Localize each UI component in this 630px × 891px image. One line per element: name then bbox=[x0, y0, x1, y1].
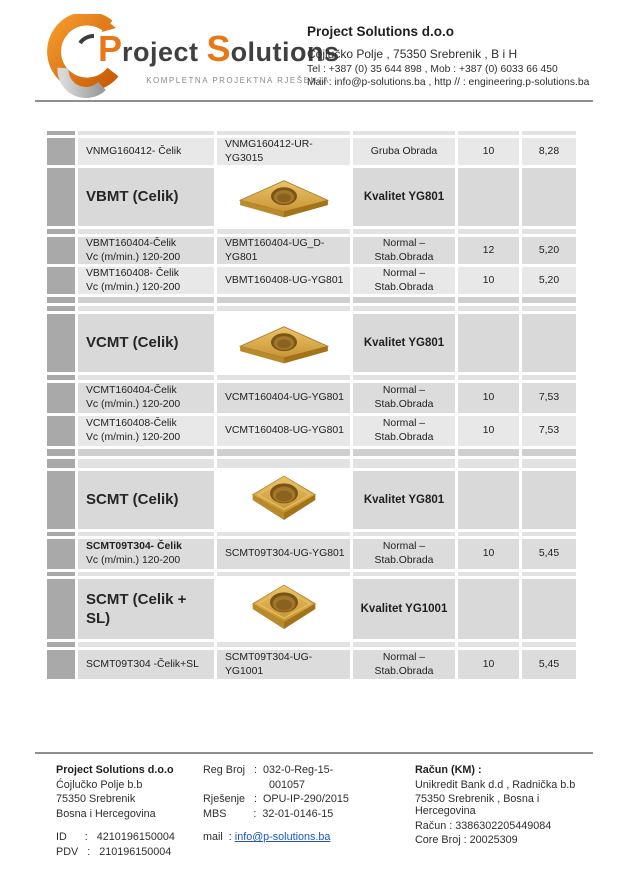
spacer-cell bbox=[47, 459, 75, 468]
section-header-row bbox=[47, 168, 576, 226]
machining-type-cell: Normal – Stab.Obrada bbox=[353, 650, 455, 679]
row-left-strip bbox=[47, 650, 75, 679]
section-title: SCMT (Celik) bbox=[78, 471, 214, 529]
price-cell: 5,20 bbox=[522, 237, 576, 264]
spacer-cell bbox=[217, 306, 350, 311]
spacer-cell bbox=[78, 297, 214, 303]
section-title: VCMT (Celik) bbox=[78, 314, 214, 372]
product-name-cell: VBMT160404-Čelik Vc (m/min.) 120-200 bbox=[78, 237, 214, 264]
spacer-cell bbox=[522, 642, 576, 647]
spacer-cell bbox=[458, 532, 519, 536]
spacer-cell bbox=[522, 375, 576, 380]
quantity-cell: 10 bbox=[458, 138, 519, 165]
spacer-cell bbox=[522, 532, 576, 536]
company-info-block bbox=[307, 24, 607, 90]
machining-type-cell: Normal – Stab.Obrada bbox=[353, 416, 455, 446]
product-name-cell: SCMT09T304- Čelik Vc (m/min.) 120-200 bbox=[78, 539, 214, 569]
spacer-cell bbox=[353, 449, 455, 456]
spacer-cell bbox=[522, 229, 576, 234]
footer bbox=[56, 764, 601, 860]
spacer-cell bbox=[78, 229, 214, 234]
footer-pdv-number: PDV : 210196150004 bbox=[56, 845, 172, 858]
spacer-cell bbox=[217, 532, 350, 536]
machining-type-cell: Normal – Stab.Obrada bbox=[353, 539, 455, 569]
table-spacer-row bbox=[47, 297, 576, 303]
spacer-cell bbox=[353, 459, 455, 468]
empty-cell bbox=[458, 471, 519, 529]
quantity-cell: 10 bbox=[458, 539, 519, 569]
quality-grade: Kvalitet YG801 bbox=[353, 471, 455, 529]
table-spacer-row bbox=[47, 459, 576, 468]
empty-cell bbox=[522, 314, 576, 372]
quality-grade: Kvalitet YG801 bbox=[353, 314, 455, 372]
price-cell: 7,53 bbox=[522, 416, 576, 446]
quantity-cell: 10 bbox=[458, 267, 519, 294]
spacer-cell bbox=[217, 131, 350, 135]
price-cell: 5,20 bbox=[522, 267, 576, 294]
spacer-cell bbox=[47, 375, 75, 380]
machining-type-cell: Gruba Obrada bbox=[353, 138, 455, 165]
table-spacer-row bbox=[47, 572, 576, 576]
section-title: VBMT (Celik) bbox=[78, 168, 214, 226]
product-code-cell: SCMT09T304-UG-YG1001 bbox=[217, 650, 350, 679]
empty-cell bbox=[458, 314, 519, 372]
spacer-cell bbox=[78, 375, 214, 380]
table-row bbox=[47, 138, 576, 165]
square-insert-icon bbox=[240, 472, 328, 528]
empty-cell bbox=[522, 471, 576, 529]
row-left-strip bbox=[47, 237, 75, 264]
quality-grade: Kvalitet YG1001 bbox=[353, 579, 455, 639]
diamond-insert-icon bbox=[230, 317, 338, 369]
insert-image-cell bbox=[217, 168, 350, 226]
table-spacer-row bbox=[47, 375, 576, 380]
machining-type-cell: Normal – Stab.Obrada bbox=[353, 267, 455, 294]
diamond-insert-icon bbox=[230, 171, 338, 223]
empty-cell bbox=[522, 168, 576, 226]
row-left-strip bbox=[47, 168, 75, 226]
spacer-cell bbox=[353, 642, 455, 647]
square-insert-icon bbox=[240, 581, 328, 637]
table-spacer-row bbox=[47, 449, 576, 456]
spacer-cell bbox=[353, 572, 455, 576]
spacer-cell bbox=[217, 297, 350, 303]
product-code-cell: VBMT160408-UG-YG801 bbox=[217, 267, 350, 294]
row-left-strip bbox=[47, 383, 75, 413]
row-left-strip bbox=[47, 471, 75, 529]
empty-cell bbox=[522, 579, 576, 639]
logo-tagline: KOMPLETNA PROJEKTNA RJEŠENJA bbox=[146, 76, 330, 85]
insert-image-cell bbox=[217, 579, 350, 639]
section-title: SCMT (Celik + SL) bbox=[78, 579, 214, 639]
footer-divider bbox=[35, 752, 593, 754]
spacer-cell bbox=[522, 306, 576, 311]
spacer-cell bbox=[353, 532, 455, 536]
machining-type-cell: Normal – Stab.Obrada bbox=[353, 237, 455, 264]
spacer-cell bbox=[353, 375, 455, 380]
table-row bbox=[47, 383, 576, 413]
product-name-cell: VBMT160408- Čelik Vc (m/min.) 120-200 bbox=[78, 267, 214, 294]
spacer-cell bbox=[47, 642, 75, 647]
spacer-cell bbox=[522, 297, 576, 303]
spacer-cell bbox=[47, 532, 75, 536]
spacer-cell bbox=[217, 375, 350, 380]
quantity-cell: 10 bbox=[458, 650, 519, 679]
spacer-cell bbox=[78, 642, 214, 647]
row-left-strip bbox=[47, 416, 75, 446]
spacer-cell bbox=[458, 449, 519, 456]
table-row bbox=[47, 650, 576, 679]
company-address: Ćojlučko Polje , 75350 Srebrenik , B i H bbox=[307, 47, 518, 61]
logo-letter-p: P bbox=[98, 28, 123, 69]
footer-account-title: Račun (KM) : bbox=[415, 764, 482, 776]
spacer-cell bbox=[353, 306, 455, 311]
section-header-row bbox=[47, 471, 576, 529]
machining-type-cell: Normal – Stab.Obrada bbox=[353, 383, 455, 413]
table-spacer-row bbox=[47, 229, 576, 234]
company-mail-line: Mail : info@p-solutions.ba , http // : engineering.p-solutions.ba bbox=[307, 77, 590, 88]
product-code-cell: VCMT160408-UG-YG801 bbox=[217, 416, 350, 446]
footer-registration-column: Reg Broj : 032-0-Reg-15- 001057 Rješenje : OPU-IP-290/2015 MBS : 32-01-0146-15 mail : info@p-solutions.ba bbox=[203, 764, 415, 860]
footer-mail-line: mail : info@p-solutions.ba bbox=[203, 831, 331, 843]
mail-link[interactable]: info@p-solutions.ba bbox=[234, 831, 331, 843]
row-left-strip bbox=[47, 579, 75, 639]
product-name-cell: VCMT160404-Čelik Vc (m/min.) 120-200 bbox=[78, 383, 214, 413]
row-left-strip bbox=[47, 539, 75, 569]
spacer-cell bbox=[217, 449, 350, 456]
product-name-cell: SCMT09T304 -Čelik+SL bbox=[78, 650, 214, 679]
quantity-cell: 12 bbox=[458, 237, 519, 264]
section-header-row bbox=[47, 579, 576, 639]
footer-reg-broj: Reg Broj : 032-0-Reg-15- bbox=[203, 764, 334, 776]
quantity-cell: 10 bbox=[458, 416, 519, 446]
table-row bbox=[47, 539, 576, 569]
footer-id-number: ID : 4210196150004 bbox=[56, 831, 175, 843]
product-code-cell: SCMT09T304-UG-YG801 bbox=[217, 539, 350, 569]
table-row bbox=[47, 237, 576, 264]
spacer-cell bbox=[522, 449, 576, 456]
spacer-cell bbox=[217, 572, 350, 576]
product-code-cell: VCMT160404-UG-YG801 bbox=[217, 383, 350, 413]
table-spacer-row bbox=[47, 306, 576, 311]
spacer-cell bbox=[217, 459, 350, 468]
price-cell: 5,45 bbox=[522, 650, 576, 679]
footer-core-broj: Core Broj : 20025309 bbox=[415, 834, 518, 846]
section-header-row bbox=[47, 314, 576, 372]
spacer-cell bbox=[458, 306, 519, 311]
spacer-cell bbox=[78, 131, 214, 135]
spacer-cell bbox=[47, 572, 75, 576]
spacer-cell bbox=[47, 131, 75, 135]
spacer-cell bbox=[217, 642, 350, 647]
footer-mbs: MBS : 32-01-0146-15 bbox=[203, 807, 334, 820]
company-name: Project Solutions d.o.o bbox=[307, 24, 455, 39]
product-name-cell: VNMG160412- Čelik bbox=[78, 138, 214, 165]
spacer-cell bbox=[458, 459, 519, 468]
spacer-cell bbox=[353, 131, 455, 135]
row-left-strip bbox=[47, 314, 75, 372]
spacer-cell bbox=[458, 642, 519, 647]
spacer-cell bbox=[217, 229, 350, 234]
spacer-cell bbox=[353, 297, 455, 303]
spacer-cell bbox=[522, 131, 576, 135]
product-table bbox=[47, 131, 576, 682]
table-spacer-row bbox=[47, 642, 576, 647]
spacer-cell bbox=[47, 297, 75, 303]
product-code-cell: VNMG160412-UR-YG3015 bbox=[217, 138, 350, 165]
spacer-cell bbox=[353, 229, 455, 234]
logo-letter-s: S bbox=[206, 28, 231, 69]
footer-account-number: Račun : 3386302205449084 bbox=[415, 819, 552, 832]
price-cell: 7,53 bbox=[522, 383, 576, 413]
quality-grade: Kvalitet YG801 bbox=[353, 168, 455, 226]
spacer-cell bbox=[47, 306, 75, 311]
header-divider bbox=[35, 100, 593, 102]
spacer-cell bbox=[458, 131, 519, 135]
spacer-cell bbox=[78, 532, 214, 536]
insert-image-cell bbox=[217, 471, 350, 529]
table-spacer-row bbox=[47, 532, 576, 536]
product-code-cell: VBMT160404-UG_D-YG801 bbox=[217, 237, 350, 264]
spacer-cell bbox=[458, 229, 519, 234]
spacer-cell bbox=[47, 449, 75, 456]
footer-rjesenje: Rješenje : OPU-IP-290/2015 bbox=[203, 793, 349, 805]
company-phones: Tel : +387 (0) 35 644 898 , Mob : +387 (0) 6033 66 450 bbox=[307, 64, 558, 75]
price-cell: 5,45 bbox=[522, 539, 576, 569]
row-left-strip bbox=[47, 138, 75, 165]
footer-bank-column: Račun (KM) : Unikredit Bank d.d , Radnička b.b 75350 Srebrenik , Bosna i Hercegovina Račun : 3386302205449084 Core Broj : 20025309 bbox=[415, 764, 601, 860]
spacer-cell bbox=[522, 459, 576, 468]
company-logo bbox=[40, 12, 340, 102]
empty-cell bbox=[458, 168, 519, 226]
product-name-cell: VCMT160408-Čelik Vc (m/min.) 120-200 bbox=[78, 416, 214, 446]
table-spacer-row bbox=[47, 131, 576, 135]
price-cell: 8,28 bbox=[522, 138, 576, 165]
table-row bbox=[47, 416, 576, 446]
quantity-cell: 10 bbox=[458, 383, 519, 413]
footer-company-column: Project Solutions d.o.o Ćojlučko Polje b.b 75350 Srebrenik Bosna i Hercegovina ID : 4210196150004 PDV : 210196150004 bbox=[56, 764, 203, 860]
spacer-cell bbox=[458, 572, 519, 576]
insert-image-cell bbox=[217, 314, 350, 372]
spacer-cell bbox=[458, 375, 519, 380]
table-row bbox=[47, 267, 576, 294]
footer-company-name: Project Solutions d.o.o bbox=[56, 764, 174, 776]
spacer-cell bbox=[522, 572, 576, 576]
row-left-strip bbox=[47, 267, 75, 294]
spacer-cell bbox=[458, 297, 519, 303]
spacer-cell bbox=[78, 572, 214, 576]
empty-cell bbox=[458, 579, 519, 639]
spacer-cell bbox=[78, 449, 214, 456]
logo-wordmark: Project Solutions bbox=[98, 28, 340, 69]
spacer-cell bbox=[47, 229, 75, 234]
spacer-cell bbox=[78, 459, 214, 468]
spacer-cell bbox=[78, 306, 214, 311]
